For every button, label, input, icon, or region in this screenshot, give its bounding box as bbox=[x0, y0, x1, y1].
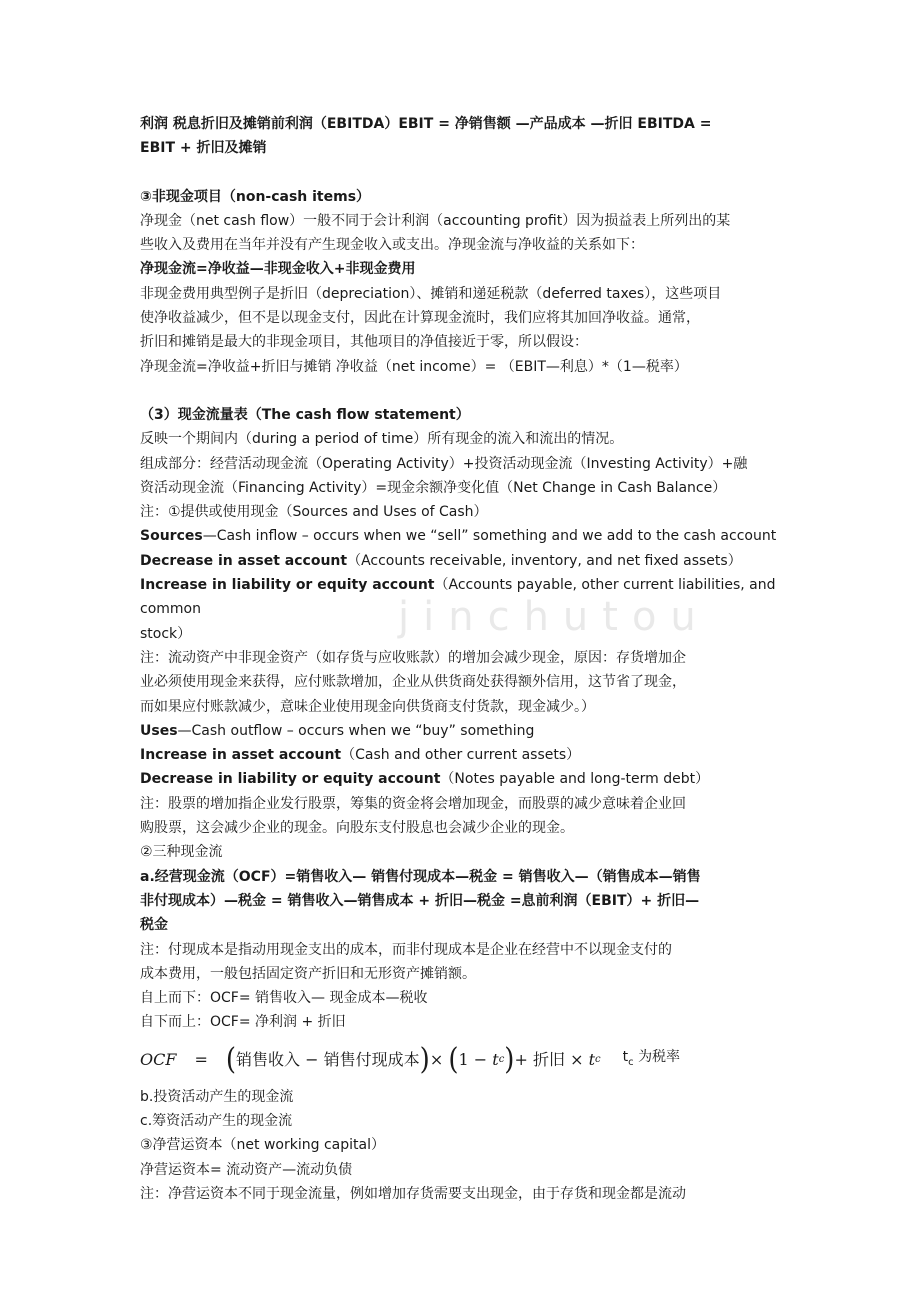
text-line: 组成部分：经营活动现金流（Operating Activity）+投资活动现金流（Investing Activity）+融 bbox=[140, 455, 748, 472]
bold-term: Uses bbox=[140, 722, 178, 739]
text-line: 成本费用，一般包括固定资产折旧和无形资产摊销额。 bbox=[140, 965, 476, 982]
text-line: 注：付现成本是指动用现金支出的成本，而非付现成本是企业在经营中不以现金支付的 bbox=[140, 941, 672, 958]
text-line: 自下而上：OCF= 净利润 + 折旧 bbox=[140, 1014, 346, 1031]
text-line: 非现金费用典型例子是折旧（depreciation）、摊销和递延税款（deferred taxes），这些项目 bbox=[140, 285, 722, 302]
note-subscript: c bbox=[628, 1056, 634, 1068]
text-line: 使净收益减少，但不是以现金支付，因此在计算现金流时，我们应将其加回净收益。通常， bbox=[140, 310, 700, 327]
text-line: ③净营运资本（net working capital） bbox=[140, 1137, 385, 1154]
spacer bbox=[140, 161, 782, 185]
formula-term: 销售付现成本 bbox=[323, 1049, 420, 1069]
text-line: 反映一个期间内（during a period of time）所有现金的流入和流出的情况。 bbox=[140, 431, 624, 448]
text-span: （Cash and other current assets） bbox=[341, 747, 581, 764]
formula-term: 销售收入 bbox=[236, 1049, 301, 1069]
formula-note bbox=[623, 1045, 680, 1075]
text-span: （Accounts receivable, inventory, and net fixed assets） bbox=[347, 552, 742, 569]
text-line: a.经营现金流（OCF）=销售收入— 销售付现成本—税金 = 销售收入—（销售成本—销售 bbox=[140, 868, 701, 885]
text-line bbox=[140, 549, 782, 573]
section-heading: （3）现金流量表（The cash flow statement） bbox=[140, 406, 470, 423]
text-line: 净现金流=净收益—非现金收入+非现金费用 bbox=[140, 261, 416, 278]
text-line: 注：流动资产中非现金资产（如存货与应收账款）的增加会减少现金，原因：存货增加企 bbox=[140, 649, 686, 666]
text-line: 净现金（net cash flow）一般不同于会计利润（accounting profit）因为损益表上所列出的某 bbox=[140, 212, 731, 229]
document-body bbox=[140, 112, 782, 1206]
formula-op: − bbox=[305, 1049, 319, 1069]
formula-op: − bbox=[473, 1049, 488, 1069]
text-line: 自上而下：OCF= 销售收入— 现金成本—税收 bbox=[140, 990, 428, 1007]
bold-term: Increase in asset account bbox=[140, 747, 342, 764]
note-var: t bbox=[622, 1048, 629, 1065]
formula-var: t bbox=[492, 1049, 499, 1069]
formula-var: t bbox=[588, 1049, 595, 1069]
ocf-formula bbox=[140, 1037, 782, 1083]
paren-open: ( bbox=[448, 1042, 459, 1077]
bold-term: Decrease in liability or equity account bbox=[140, 771, 441, 788]
bold-term: Increase in liability or equity account bbox=[140, 577, 435, 594]
text-line: 注：净营运资本不同于现金流量，例如增加存货需要支出现金，由于存货和现金都是流动 bbox=[140, 1185, 686, 1202]
text-line: 而如果应付账款减少，意味企业使用现金向供货商支付货款，现金减少。） bbox=[140, 698, 595, 715]
text-line: 非付现成本）—税金 = 销售收入—销售成本 + 折旧—税金 =息前利润（EBIT）+ 折旧— bbox=[140, 892, 700, 909]
paren-close: ) bbox=[504, 1042, 515, 1077]
text-line: 净现金流=净收益+折旧与摊销 净收益（net income）= （EBIT—利息）*（1—税率） bbox=[140, 358, 688, 375]
text-line: 购股票，这会减少企业的现金。向股东支付股息也会减少企业的现金。 bbox=[140, 820, 574, 837]
text-line: ②三种现金流 bbox=[140, 844, 223, 861]
watermark: jinchutou bbox=[398, 594, 710, 640]
text-line bbox=[140, 743, 782, 767]
bold-term: Sources bbox=[140, 528, 203, 545]
text-line bbox=[140, 719, 782, 743]
formula-op: + bbox=[514, 1049, 528, 1069]
paren-open: ( bbox=[225, 1042, 237, 1077]
text-line: EBIT + 折旧及摊销 bbox=[140, 140, 267, 157]
text-line bbox=[140, 767, 782, 791]
formula-subscript: c bbox=[595, 1053, 601, 1065]
section-heading: ③非现金项目（non-cash items） bbox=[140, 188, 371, 205]
paren-close: ) bbox=[419, 1042, 430, 1077]
formula-op: × bbox=[570, 1049, 584, 1069]
text-span: —Cash inflow – occurs when we “sell” something and we add to the cash account bbox=[202, 528, 777, 545]
text-line: 注：股票的增加指企业发行股票，筹集的资金将会增加现金，而股票的减少意味着企业回 bbox=[140, 795, 686, 812]
text-line: c.筹资活动产生的现金流 bbox=[140, 1112, 293, 1129]
formula-eq: = bbox=[194, 1049, 208, 1069]
text-line: 折旧和摊销是最大的非现金项目，其他项目的净值接近于零，所以假设： bbox=[140, 334, 588, 351]
text-line: 资活动现金流（Financing Activity）=现金余额净变化值（Net Change in Cash Balance） bbox=[140, 479, 727, 496]
formula-op: × bbox=[429, 1049, 444, 1069]
formula-subscript: c bbox=[498, 1053, 505, 1065]
text-line bbox=[140, 573, 782, 622]
formula-term: 1 bbox=[458, 1049, 469, 1069]
spacer bbox=[140, 379, 782, 403]
text-line: 业必须使用现金来获得，应付账款增加，企业从供货商处获得额外信用，这节省了现金， bbox=[140, 674, 686, 691]
formula-term: 折旧 bbox=[532, 1049, 565, 1069]
formula-lhs: OCF bbox=[140, 1049, 177, 1069]
text-line: 些收入及费用在当年并没有产生现金收入或支出。净现金流与净收益的关系如下： bbox=[140, 237, 644, 254]
text-span: （Notes payable and long-term debt） bbox=[440, 771, 710, 788]
text-line: 利润 税息折旧及摊销前利润（EBITDA）EBIT = 净销售额 —产品成本 —折旧 EBITDA = bbox=[140, 116, 712, 132]
text-line: 净营运资本= 流动资产—流动负债 bbox=[140, 1161, 353, 1178]
text-span: （Accounts payable, other current liabilities, and common bbox=[140, 577, 776, 618]
text-span: —Cash outflow – occurs when we “buy” something bbox=[177, 722, 535, 739]
note-text: 为税率 bbox=[638, 1048, 681, 1065]
bold-term: Decrease in asset account bbox=[140, 552, 348, 569]
text-line: stock） bbox=[140, 625, 192, 642]
text-line: 注：①提供或使用现金（Sources and Uses of Cash） bbox=[140, 504, 488, 521]
text-line bbox=[140, 524, 782, 548]
text-line: 税金 bbox=[140, 917, 168, 934]
text-line: b.投资活动产生的现金流 bbox=[140, 1088, 294, 1105]
